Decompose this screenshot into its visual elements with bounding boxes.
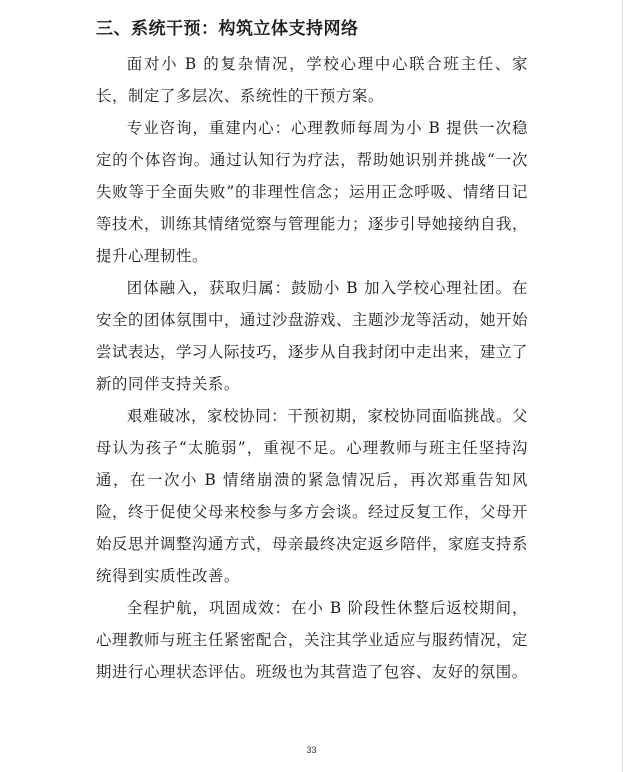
paragraph-intro: 面对小 B 的复杂情况，学校心理中心联合班主任、家长，制定了多层次、系统性的干预方案。 (96, 55, 528, 105)
paragraph-home-school: 艰难破冰，家校协同：干预初期，家校协同面临挑战。父母认为孩子“太脆弱”，重视不足。心理教师与班主任坚持沟通，在一次小 B 情绪崩溃的紧急情况后，再次郑重告知风险，终于促使父母来校参与多方会谈。经过反复工作，父母开始反思并调整沟通方式，母亲最终决定返乡陪伴，家庭支持系统得到实质性改善。 (96, 407, 528, 585)
paragraph-group: 团体融入，获取归属：鼓励小 B 加入学校心理社团。在安全的团体氛围中，通过沙盘游戏、主题沙龙等活动，她开始尝试表达，学习人际技巧，逐步从自我封闭中走出来，建立了新的同伴支持关系。 (96, 279, 528, 393)
section-heading: 三、系统干预：构筑立体支持网络 (96, 19, 359, 39)
page-content (96, 14, 528, 688)
paragraph-follow-up: 全程护航，巩固成效：在小 B 阶段性休整后返校期间，心理教师与班主任紧密配合，关注其学业适应与服药情况，定期进行心理状态评估。班级也为其营造了包容、友好的氛围。 (96, 599, 528, 681)
page-number: 33 (306, 745, 317, 755)
paragraph-counseling: 专业咨询，重建内心：心理教师每周为小 B 提供一次稳定的个体咨询。通过认知行为疗法，帮助她识别并挑战“一次失败等于全面失败”的非理性信念；运用正念呼吸、情绪日记等技术，训练其情绪觉察与管理能力；逐步引导她接纳自我，提升心理韧性。 (96, 119, 528, 265)
